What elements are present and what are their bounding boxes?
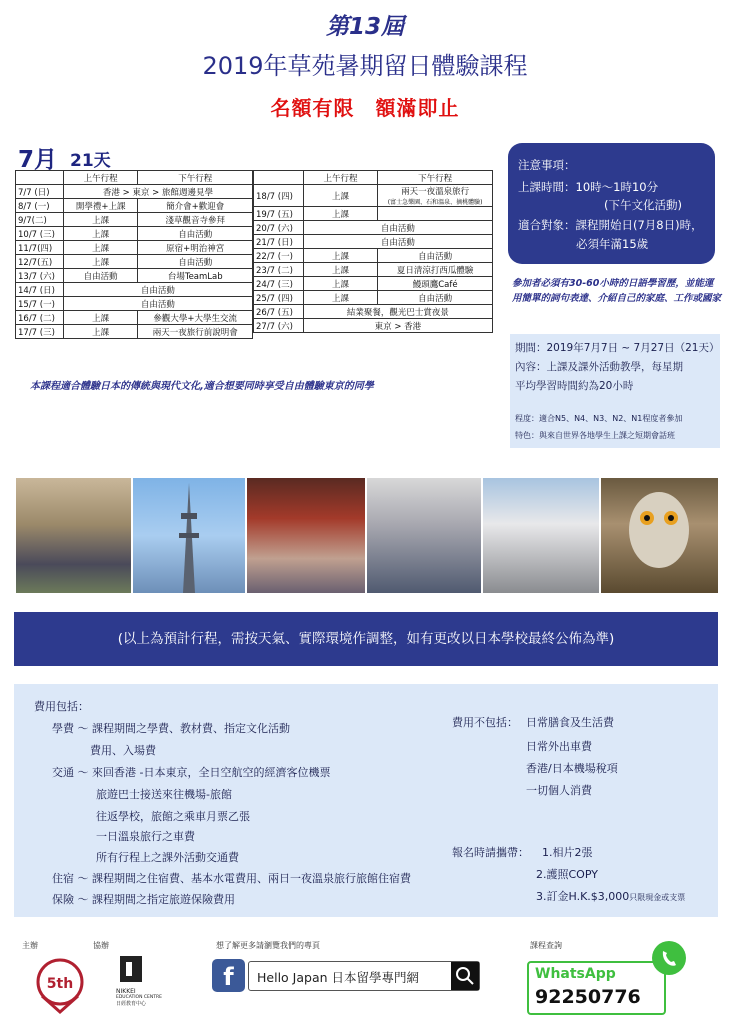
bring-item: 1.相片2張 — [542, 846, 593, 859]
schedule-date: 26/7 (五) — [254, 305, 304, 319]
schedule-activity: 自由活動 — [303, 235, 492, 249]
schedule-date: 17/7 (三) — [16, 325, 64, 339]
schedule-pm: 自由活動 — [378, 249, 493, 263]
schedule-am: 上課 — [303, 291, 377, 305]
photo-skytree — [133, 478, 245, 593]
schedule-date: 25/7 (四) — [254, 291, 304, 305]
schedule-am: 自由活動 — [63, 269, 138, 283]
facebook-search-box[interactable] — [248, 961, 480, 991]
fee-line: 旅遊巴士接送來往機場-旅館 — [96, 788, 232, 801]
schedule-row — [254, 305, 493, 319]
fee-line: 往返學校，旅館之乘車月票乙張 — [96, 810, 250, 823]
fee-line: 保險 ～ 課程期間之指定旅遊保險費用 — [52, 893, 235, 906]
fee-excluded-item: 日常膳食及生活費 — [526, 716, 614, 729]
fee-box — [14, 684, 718, 917]
schedule-pm: 簡介會+歡迎會 — [138, 199, 253, 213]
photo-students-shrine — [16, 478, 131, 593]
schedule-date: 22/7 (一) — [254, 249, 304, 263]
schedule-row — [16, 297, 253, 311]
target-audience: 適合對象：課程開始日(7月8日)時， — [518, 218, 703, 232]
enquiry-label: 課程查詢 — [530, 941, 562, 950]
class-time: 上課時間：10時～1時10分 — [518, 180, 659, 194]
schedule-pm: 自由活動 — [378, 291, 493, 305]
schedule-pm: 參觀大學+大學生交流 — [138, 311, 253, 325]
owl-graphic — [601, 478, 718, 593]
fee-included-title: 費用包括： — [34, 700, 89, 713]
fee-line: 一日溫泉旅行之車費 — [96, 830, 195, 843]
schedule-row — [254, 277, 493, 291]
photo-asakusa — [247, 478, 365, 593]
schedule-date: 20/7 (六) — [254, 221, 304, 235]
schedule-row — [16, 227, 253, 241]
schedule-am: 上課 — [303, 263, 377, 277]
schedule-activity: 結業聚餐，觀光巴士賞夜景 — [303, 305, 492, 319]
schedule-row — [16, 185, 253, 199]
whatsapp-label: WhatsApp — [535, 966, 616, 982]
schedule-date: 14/7 (日) — [16, 283, 64, 297]
fee-line: 住宿 ～ 課程期間之住宿費、基本水電費用、兩日一夜溫泉旅行旅館住宿費 — [52, 872, 411, 885]
fee-line: 學費 ～ 課程期間之學費、教材費、指定文化活動 — [52, 722, 290, 735]
course-intro: 本課程適合體驗日本的傳統與現代文化,適合想要同時享受自由體驗東京的同學 — [30, 381, 374, 392]
notes-box — [508, 143, 715, 264]
schedule-activity: 自由活動 — [303, 221, 492, 235]
schedule-date: 15/7 (一) — [16, 297, 64, 311]
fee-excluded-item: 一切個人消費 — [526, 784, 592, 797]
anniversary-logo — [32, 956, 88, 1016]
bring-item: 2.護照COPY — [536, 868, 598, 881]
schedule-pm: 兩天一夜溫泉旅行 (富士急樂園、石和溫泉、摘桃體驗) — [378, 185, 493, 207]
schedule-date: 21/7 (日) — [254, 235, 304, 249]
facebook-icon[interactable]: f — [212, 959, 245, 992]
schedule-date: 11/7(四) — [16, 241, 64, 255]
schedule-row — [16, 213, 253, 227]
schedule-header-blank — [16, 171, 64, 185]
schedule-row — [254, 263, 493, 277]
period-box — [510, 334, 720, 448]
schedule-row — [16, 199, 253, 213]
schedule-pm: 鰻頭鷹Café — [378, 277, 493, 291]
schedule-pm: 原宿+明治神宮 — [138, 241, 253, 255]
schedule-am: 上課 — [303, 277, 377, 291]
period-line: 期間：2019年7月7日 ~ 7月27日（21天） — [515, 342, 720, 354]
fee-excluded-title: 費用不包括： — [452, 716, 518, 729]
schedule-date: 19/7 (五) — [254, 207, 304, 221]
schedule-row — [16, 311, 253, 325]
schedule-row — [16, 283, 253, 297]
feature-line: 特色：與來自世界各地學生上課之短期會話班 — [515, 431, 675, 440]
schedule-am: 上課 — [63, 311, 138, 325]
level-line: 程度：適合N5、N4、N3、N2、N1程度者參加 — [515, 414, 683, 423]
schedule-row — [254, 235, 493, 249]
whatsapp-icon — [652, 941, 686, 975]
schedule-date: 27/7 (六) — [254, 319, 304, 333]
schedule-am: 上課 — [303, 185, 377, 207]
hours-line: 平均學習時間約為20小時 — [515, 380, 634, 392]
month-label: 7月 — [18, 147, 58, 173]
schedule-header-row — [254, 171, 493, 185]
schedule-table-left — [15, 170, 253, 339]
schedule-header-row — [16, 171, 253, 185]
schedule-pm: 夏日清涼打西瓜體驗 — [378, 263, 493, 277]
schedule-activity: 自由活動 — [63, 297, 252, 311]
photo-owl-cafe — [601, 478, 718, 593]
schedule-disclaimer-banner: (以上為預計行程，需按天氣、實際環境作調整，如有更改以日本學校最終公佈為準) — [14, 612, 718, 666]
schedule-pm — [378, 207, 493, 221]
schedule-pm: 淺草觀音寺參拜 — [138, 213, 253, 227]
schedule-table-right — [253, 170, 493, 333]
schedule-date: 9/7(二) — [16, 213, 64, 227]
schedule-date: 24/7 (三) — [254, 277, 304, 291]
schedule-pm: 台場TeamLab — [138, 269, 253, 283]
schedule-row — [254, 185, 493, 207]
schedule-header-am: 上午行程 — [63, 171, 138, 185]
schedule-row — [254, 291, 493, 305]
schedule-row — [16, 325, 253, 339]
schedule-activity: 香港 > 東京 > 旅館週邊見學 — [63, 185, 252, 199]
days-label: 21天 — [70, 151, 111, 171]
schedule-am: 上課 — [303, 249, 377, 263]
schedule-pm: 自由活動 — [138, 227, 253, 241]
schedule-row — [254, 249, 493, 263]
svg-text:5th: 5th — [46, 976, 74, 992]
schedule-am: 上課 — [63, 227, 138, 241]
whatsapp-number: 92250776 — [535, 986, 641, 1008]
fee-excluded-item: 香港/日本機場稅項 — [526, 762, 618, 775]
requirement-note: 參加者必須有30-60小時的日語學習歷，並能運用簡單的詞句表達、介紹自己的家庭、工作或國家 — [512, 278, 722, 304]
bring-title: 報名時請攜帶： — [452, 846, 529, 859]
course-title: 2019年草苑暑期留日體驗課程 — [202, 52, 528, 80]
facebook-page-name: Hello Japan 日本留學專門網 — [257, 970, 419, 985]
schedule-pm: 兩天一夜旅行前說明會 — [138, 325, 253, 339]
photo-gundam — [483, 478, 599, 593]
fee-excluded-item: 日常外出車費 — [526, 740, 592, 753]
nikkei-logo: NIKKEI EDUCATION CENTRE 日經教育中心 — [116, 954, 166, 1016]
search-icon[interactable] — [451, 962, 479, 990]
schedule-date: 13/7 (六) — [16, 269, 64, 283]
whatsapp-contact[interactable] — [527, 961, 666, 1015]
schedule-row — [254, 319, 493, 333]
schedule-date: 18/7 (四) — [254, 185, 304, 207]
schedule-header-am: 上午行程 — [303, 171, 377, 185]
schedule-am: 上課 — [63, 325, 138, 339]
schedule-activity: 自由活動 — [63, 283, 252, 297]
fee-line: 交通 ～ 來回香港 -日本東京，全日空航空的經濟客位機票 — [52, 766, 331, 779]
schedule-date: 16/7 (二) — [16, 311, 64, 325]
schedule-row — [16, 255, 253, 269]
fee-line: 費用、入場費 — [90, 744, 156, 757]
schedule-am: 開學禮+上課 — [63, 199, 138, 213]
co-organizer-label: 協辦 — [93, 941, 109, 950]
organizer-label: 主辦 — [22, 941, 38, 950]
schedule-pm: 自由活動 — [138, 255, 253, 269]
schedule-header-pm: 下午行程 — [138, 171, 253, 185]
schedule-am: 上課 — [63, 255, 138, 269]
tower-graphic — [133, 478, 245, 593]
target-audience-age: 必須年滿15歲 — [576, 237, 649, 251]
bring-item: 3.訂金H.K.$3,000只限現金或支票 — [536, 890, 686, 903]
class-time-note: (下午文化活動) — [604, 198, 682, 212]
schedule-date: 12/7(五) — [16, 255, 64, 269]
schedule-row — [16, 269, 253, 283]
schedule-row — [254, 221, 493, 235]
schedule-header-blank — [254, 171, 304, 185]
schedule-date: 7/7 (日) — [16, 185, 64, 199]
facebook-prompt: 想了解更多請瀏覽我們的專頁 — [216, 941, 320, 950]
schedule-am: 上課 — [303, 207, 377, 221]
schedule-row — [16, 241, 253, 255]
schedule-pm-detail: (富士急樂園、石和溫泉、摘桃體驗) — [387, 199, 483, 206]
notes-title: 注意事項： — [518, 158, 576, 172]
content-line: 內容：上課及課外活動教學，每星期 — [515, 361, 683, 373]
schedule-date: 23/7 (二) — [254, 263, 304, 277]
schedule-date: 10/7 (三) — [16, 227, 64, 241]
schedule-header-pm: 下午行程 — [378, 171, 493, 185]
fee-line: 所有行程上之課外活動交通費 — [96, 851, 239, 864]
photo-hall — [367, 478, 481, 593]
limited-notice: 名額有限 額滿即止 — [270, 96, 460, 120]
schedule-activity: 東京 > 香港 — [303, 319, 492, 333]
schedule-row — [254, 207, 493, 221]
schedule-am: 上課 — [63, 241, 138, 255]
edition-title: 第13屆 — [325, 14, 404, 40]
schedule-date: 8/7 (一) — [16, 199, 64, 213]
schedule-am: 上課 — [63, 213, 138, 227]
